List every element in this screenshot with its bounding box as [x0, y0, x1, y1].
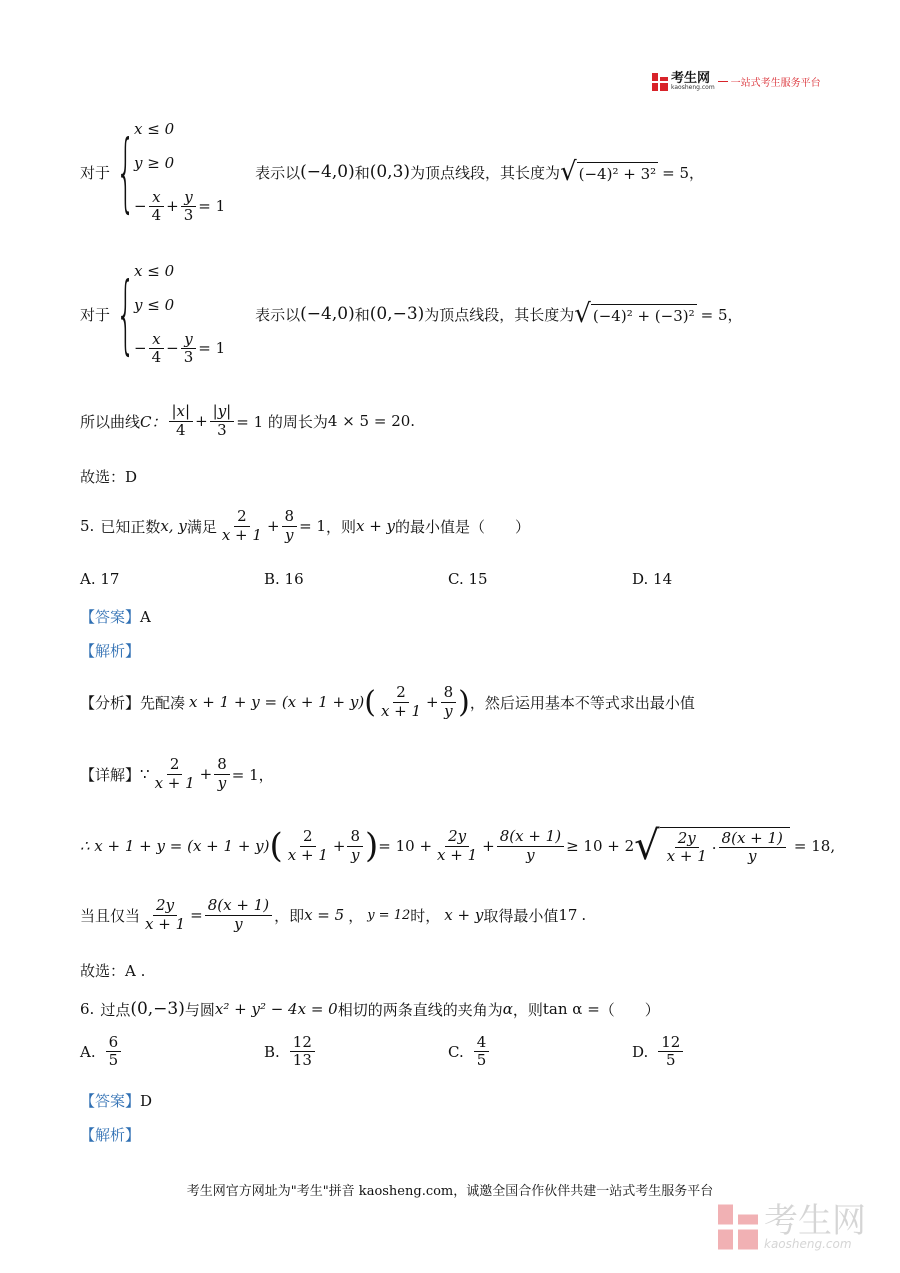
frac-num: 4: [474, 1034, 490, 1052]
option-a[interactable]: A. 17: [80, 570, 120, 588]
answer-tag: 【答案】: [80, 608, 141, 626]
cond-2: y ≥ 0: [134, 154, 175, 173]
cond-1: x ≤ 0: [134, 120, 175, 138]
q5-stem: 5. 已知正数 x, y 满足 $\frac{2}{x + 1}$ + $\frac{8}{y}$ = 1 ，则 x + y 的最小值是（ ）: [80, 507, 531, 544]
q6-circle: x² + y² − 4x = 0: [214, 1000, 338, 1018]
so-end: .: [410, 412, 416, 430]
frac-den: y: [285, 525, 294, 544]
frac-num: |y|: [210, 403, 235, 421]
left-brace: {: [116, 264, 136, 364]
y-eq-12: y = 12: [367, 907, 411, 923]
footer-text: 考生网官方网址为"考生"拼音 kaosheng.com，诚邀全国合作伙伴共建一站式考生服务平台: [186, 1184, 714, 1199]
curve-name: C：: [140, 412, 167, 431]
dot: ·: [711, 838, 717, 857]
q5-vars: x, y: [160, 517, 187, 535]
answer-value: A: [140, 608, 151, 626]
header-domain: kaosheng.com: [671, 84, 715, 91]
cond-2: y ≤ 0: [134, 296, 175, 315]
q6-stem-c: 相切的两条直线的夹角为: [337, 1000, 503, 1019]
point-2: (0,−3): [369, 304, 425, 324]
and-word: 和: [354, 163, 370, 182]
frac-y: [210, 403, 235, 439]
q5-stem-a: 已知正数: [100, 517, 161, 536]
q6-stem-a: 过点: [100, 1000, 131, 1019]
sqrt-body: (−4)² + (−3)²: [591, 304, 697, 325]
point-1: (−4,0): [300, 304, 355, 324]
desc-a: 表示以: [255, 163, 301, 182]
q5-therefore: ∴ x + 1 + y = (x + 1 + y) ( $\frac{2}{x + 1}$ + $\frac{8}{y}$ ) = 10 + $\frac{2y}{x + 1}$ + $\frac{8(x + 1)}{y}$ ≥ 10 + 2 √ $\frac{2y}{x + 1}$ · $\frac{8(x + 1)}{y}$ = 18,: [80, 823, 836, 869]
q6-stem-e: （ ）: [599, 1000, 660, 1019]
cond-1: x ≤ 0: [134, 262, 175, 280]
q5-analysis-tag: 【解析】: [80, 642, 141, 660]
sqrt-expr: √ (−4)² + (−3)²: [574, 299, 695, 329]
when-d: 取得最小值: [483, 906, 559, 925]
footer-watermark: [718, 1201, 866, 1251]
point-1: (−4,0): [300, 162, 355, 182]
q5-final: 故选：A .: [80, 962, 146, 980]
q6-analysis-tag: 【解析】: [80, 1126, 141, 1144]
q6-point: (0,−3): [130, 999, 185, 1019]
q5-when: 当且仅当 $\frac{2y}{x + 1}$ = $\frac{8(x + 1)}{y}$ ，即 x = 5 ， y = 12 时， x + y 取得最小值 17 .: [80, 896, 587, 933]
header-slogan: 一站式考生服务平台: [730, 78, 821, 89]
eq-5: = 5，: [662, 163, 705, 182]
desc-a: 表示以: [255, 305, 301, 324]
so-prefix: 所以曲线: [80, 412, 141, 431]
frac-den: y: [526, 845, 535, 864]
frac-den: x + 1: [221, 525, 262, 544]
perimeter-line: 所以曲线 C： $\frac{|x|}{4}$ + $\frac{|y|}{3}$ = 1 的周长为 4 × 5 = 20 .: [80, 402, 416, 439]
q5-stem-d: 的最小值是（ ）: [395, 517, 531, 536]
watermark-logo-icon: [718, 1204, 758, 1250]
option-label: C.: [448, 1042, 464, 1061]
q6-number: 6.: [80, 1000, 95, 1018]
option-d[interactable]: [632, 1034, 816, 1070]
answer-tag: 【答案】: [80, 1092, 141, 1110]
q5-options: [80, 570, 840, 588]
sum-expr: x + y: [444, 906, 484, 924]
fenxi-tag: 【分析】: [80, 693, 141, 712]
because-symbol: ∵: [140, 765, 150, 783]
header-brand: 考生网: [671, 71, 711, 86]
cond-3: = 1: [198, 197, 226, 216]
block1-prefix: 对于: [80, 163, 111, 182]
desc-b: 为顶点线段，其长度为: [410, 163, 561, 182]
therefore-b: = 10 +: [378, 837, 433, 855]
therefore-a: ∴ x + 1 + y = (x + 1 + y): [80, 837, 270, 855]
kaosheng-logo-icon: [652, 73, 668, 91]
sep: ，: [348, 906, 364, 925]
q5-stem-b: 满足: [186, 517, 217, 536]
fenxi-expr: x + 1 + y = (x + 1 + y): [189, 693, 365, 711]
q6-stem-b: 与圆: [184, 1000, 215, 1019]
and-word: 和: [354, 305, 370, 324]
option-label: D.: [632, 1042, 649, 1061]
frac-num: 2: [234, 508, 250, 526]
frac-den: 5: [108, 1051, 119, 1070]
detail-eq: = 1，: [231, 765, 274, 784]
point-2: (0,3): [369, 162, 411, 182]
option-c[interactable]: C. 15: [448, 570, 488, 588]
option-b[interactable]: B. 16: [264, 570, 304, 588]
frac-den: 4: [176, 420, 186, 439]
frac-den: 5: [476, 1051, 487, 1070]
alpha: α: [502, 1000, 513, 1018]
frac-num: 2y: [445, 828, 469, 846]
segment-block-1: [80, 112, 704, 232]
detail-tag: 【详解】: [80, 765, 141, 784]
option-d[interactable]: D. 14: [632, 570, 673, 588]
when-c: 时，: [410, 906, 441, 925]
frac-num: 12: [290, 1034, 315, 1052]
frac-num: 8(x + 1): [497, 828, 564, 846]
sqrt-expr: √ (−4)² + 3²: [560, 157, 657, 187]
fenxi-b: ，然后运用基本不等式求出最小值: [469, 693, 695, 712]
frac-den: 5: [666, 1051, 676, 1070]
system-1: x ≤ 0 y ≥ 0 − $\frac{x}{4}$ + $\frac{y}{3}$ = 1: [134, 120, 226, 224]
segment-block-2: [80, 254, 743, 374]
q5-detail: 【详解】 ∵ $\frac{2}{x + 1}$ + $\frac{8}{y}$ = 1，: [80, 755, 274, 792]
eq-5: = 5，: [700, 305, 743, 324]
system-2: x ≤ 0 y ≤ 0 − $\frac{x}{4}$ − $\frac{y}{3}$ = 1: [134, 262, 226, 366]
left-brace: {: [116, 122, 136, 222]
so-tail: = 1 的周长为: [236, 412, 328, 431]
block2-prefix: 对于: [80, 305, 111, 324]
option-label: A.: [80, 1042, 96, 1061]
frac-x: [169, 403, 194, 439]
frac-num: 6: [106, 1034, 122, 1052]
option-label: B.: [264, 1042, 280, 1061]
q6-answer: [80, 1090, 152, 1111]
ge-sign: ≥ 10 + 2: [566, 837, 635, 855]
option-b[interactable]: [264, 1034, 448, 1070]
perimeter-calc: 4 × 5 = 20: [327, 412, 411, 430]
x-eq-5: x = 5: [304, 906, 345, 924]
min-17: 17: [558, 906, 578, 924]
when-b: ，即: [274, 906, 305, 925]
q5-stem-c: ，则: [325, 517, 356, 536]
frac-num: 12: [658, 1034, 683, 1052]
q5-number: 5.: [80, 517, 95, 535]
frac-num: 8: [282, 508, 298, 526]
answer-q4: 故选：D: [80, 468, 138, 486]
when-eq: =: [190, 906, 203, 924]
q6-stem: [80, 996, 660, 1022]
frac-num: |x|: [169, 403, 194, 421]
watermark-brand: 考生网: [764, 1201, 866, 1241]
watermark-domain: kaosheng.com: [764, 1237, 852, 1251]
option-a[interactable]: [80, 1034, 264, 1070]
fenxi-a: 先配凑: [140, 693, 186, 712]
q5-answer: [80, 606, 151, 627]
q5-expr: x + y: [355, 517, 396, 535]
q6-stem-d: ，则: [512, 1000, 543, 1019]
sqrt-body: (−4)² + 3²: [577, 162, 659, 183]
desc-b: 为顶点线段，其长度为: [424, 305, 575, 324]
sqrt-product: √ $\frac{2y}{x + 1}$ · $\frac{8(x + 1)}{y}$: [634, 823, 790, 869]
q6-options: [80, 1034, 840, 1070]
tan-alpha: tan α =: [542, 1000, 600, 1018]
end-dot: .: [581, 906, 587, 924]
frac-2: [219, 508, 265, 544]
frac-den: x + 1: [437, 845, 478, 864]
frac-8: [282, 508, 298, 544]
cond-3: = 1: [198, 339, 226, 358]
result-18: = 18,: [793, 837, 836, 855]
header-logo: [652, 72, 821, 91]
answer-value: D: [140, 1092, 153, 1110]
frac-den: 13: [292, 1051, 312, 1070]
when-a: 当且仅当: [80, 906, 141, 925]
option-c[interactable]: [448, 1034, 632, 1070]
q5-eq1: = 1: [299, 517, 326, 535]
q5-fenxi: 【分析】 先配凑 x + 1 + y = (x + 1 + y) ( $\frac{2}{x + 1}$ + $\frac{8}{y}$ ) ，然后运用基本不等式求出最小值: [80, 683, 695, 720]
frac-den: 3: [217, 420, 227, 439]
